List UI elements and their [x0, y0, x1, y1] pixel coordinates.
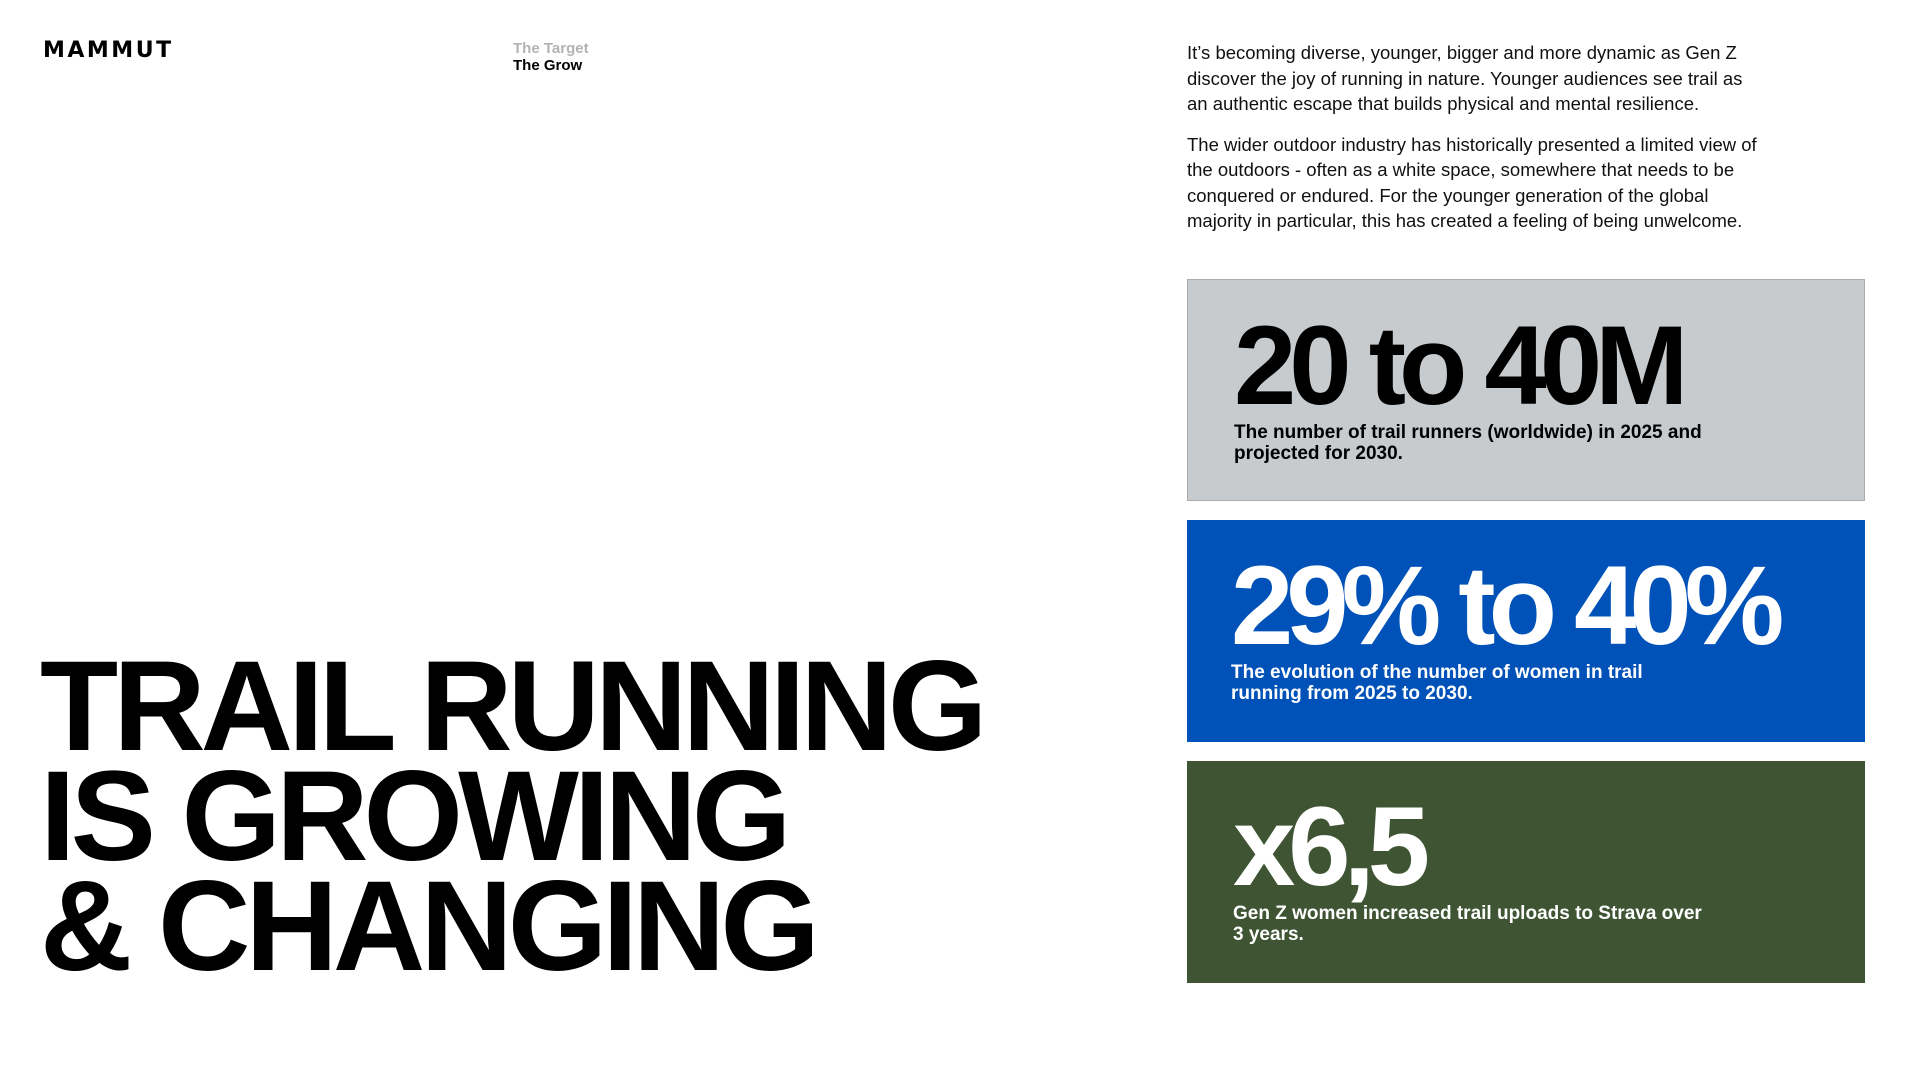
page-headline: [40, 635, 983, 998]
intro-paragraph: The wider outdoor industry has historically presented a limited view of the outdoors - often as a white space, somewhere that needs to be conquered or endured. For the younger generation of the global majority in particular, this has created a feeling of being unwelcome.: [1187, 133, 1757, 231]
stat-card-women-share: [1187, 520, 1865, 742]
stat-card-trail-runners: [1187, 279, 1865, 501]
headline-line: TRAIL RUNNING: [40, 635, 983, 778]
intro-text: [1187, 40, 1757, 249]
headline-line: & CHANGING: [40, 855, 815, 998]
stat-value: 20 to 40M: [1234, 303, 1682, 428]
headline-line: IS GROWING: [40, 745, 787, 888]
brand-logo: MAMMUT: [43, 38, 174, 63]
stat-value: x6,5: [1233, 784, 1423, 909]
stat-caption: The evolution of the number of women in trail running from 2025 to 2030.: [1231, 662, 1643, 704]
stat-card-strava-uploads: [1187, 761, 1865, 983]
section-nav: [513, 40, 589, 74]
stat-caption: The number of trail runners (worldwide) in 2025 and projected for 2030.: [1234, 422, 1702, 464]
intro-paragraph: It’s becoming diverse, younger, bigger and more dynamic as Gen Z discover the joy of running in nature. Younger audiences see trail as an authentic escape that builds physical and mental resilience.: [1187, 42, 1743, 114]
stat-value: 29% to 40%: [1231, 543, 1778, 668]
nav-item-current[interactable]: The Grow: [513, 57, 583, 74]
stat-caption: Gen Z women increased trail uploads to Strava over 3 years.: [1233, 903, 1702, 945]
nav-item-previous[interactable]: The Target: [513, 40, 589, 57]
